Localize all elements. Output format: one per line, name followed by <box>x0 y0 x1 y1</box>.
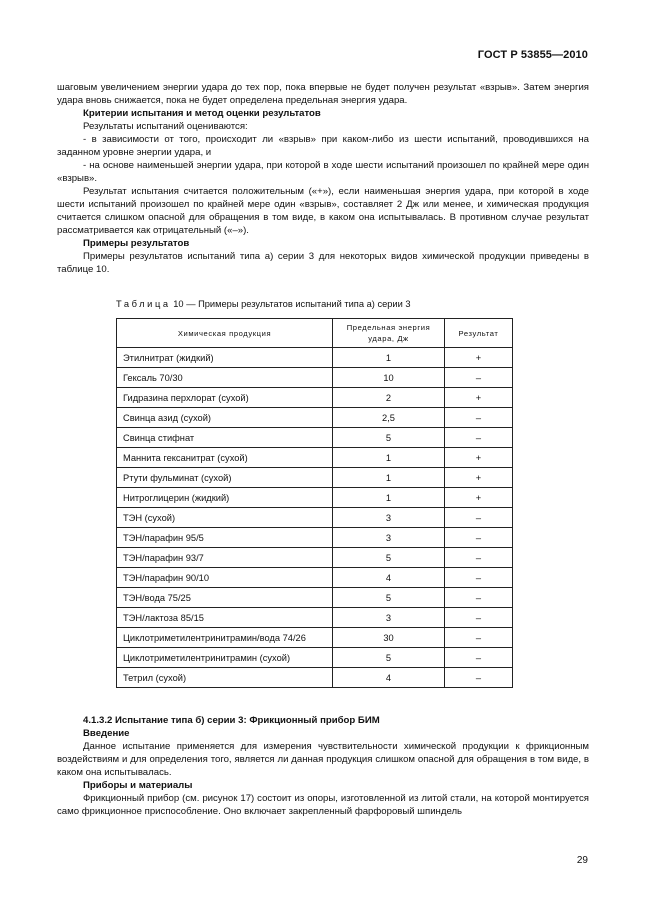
table-caption-label: Таблица <box>116 299 171 309</box>
energy-cell: 3 <box>333 608 445 628</box>
result-cell: – <box>445 608 513 628</box>
energy-cell: 3 <box>333 528 445 548</box>
product-cell: Нитроглицерин (жидкий) <box>117 488 333 508</box>
energy-cell: 5 <box>333 588 445 608</box>
text-block-bottom <box>57 714 589 818</box>
table-row <box>117 528 513 548</box>
paragraph: Данное испытание применяется для измерения чувствительности химической продукции к фрикционным воздействиям и для определения того, является ли данная продукция слишком опасной для обращения в том виде, в каком она испытывалась. <box>57 741 589 778</box>
energy-cell: 10 <box>333 368 445 388</box>
energy-cell: 5 <box>333 428 445 448</box>
energy-cell: 1 <box>333 348 445 368</box>
paragraph: Фрикционный прибор (см. рисунок 17) состоит из опоры, изготовленной из литой стали, на которой монтируется само фрикционное приспособление. Оно включает закрепленный фарфоровый шпиндель <box>57 793 589 817</box>
energy-cell: 4 <box>333 568 445 588</box>
product-cell: ТЭН/парафин 90/10 <box>117 568 333 588</box>
result-cell: + <box>445 448 513 468</box>
table-caption <box>116 299 411 309</box>
table-header-row <box>117 319 513 348</box>
product-cell: Маннита гексанитрат (сухой) <box>117 448 333 468</box>
table-caption-number: 10 <box>173 299 184 309</box>
table-row <box>117 448 513 468</box>
result-cell: – <box>445 568 513 588</box>
section-heading: Введение <box>83 728 130 739</box>
product-cell: Этилнитрат (жидкий) <box>117 348 333 368</box>
result-cell: – <box>445 648 513 668</box>
energy-cell: 1 <box>333 488 445 508</box>
result-cell: + <box>445 468 513 488</box>
table-caption-text: Примеры результатов испытаний типа а) серии 3 <box>198 299 411 309</box>
product-cell: ТЭН/вода 75/25 <box>117 588 333 608</box>
result-cell: – <box>445 368 513 388</box>
energy-cell: 2 <box>333 388 445 408</box>
product-cell: Ртути фульминат (сухой) <box>117 468 333 488</box>
table-row <box>117 488 513 508</box>
column-header: Результат <box>445 319 513 348</box>
result-cell: – <box>445 628 513 648</box>
product-cell: ТЭН/лактоза 85/15 <box>117 608 333 628</box>
result-cell: – <box>445 408 513 428</box>
table-row <box>117 368 513 388</box>
energy-cell: 1 <box>333 468 445 488</box>
product-cell: Тетрил (сухой) <box>117 668 333 688</box>
product-cell: ТЭН/парафин 93/7 <box>117 548 333 568</box>
section-heading: Приборы и материалы <box>83 780 193 791</box>
paragraph: - в зависимости от того, происходит ли «взрыв» при каком-либо из шести испытаний, проводившихся на заданном уровне энергии удара, и <box>57 134 589 158</box>
result-cell: – <box>445 528 513 548</box>
result-cell: – <box>445 508 513 528</box>
section-heading: 4.1.3.2 Испытание типа б) серии 3: Фрикционный прибор БИМ <box>83 715 380 726</box>
page-number: 29 <box>576 855 588 866</box>
table-row <box>117 568 513 588</box>
result-cell: + <box>445 388 513 408</box>
table-row <box>117 408 513 428</box>
energy-cell: 3 <box>333 508 445 528</box>
energy-cell: 5 <box>333 648 445 668</box>
table-row <box>117 608 513 628</box>
product-cell: Циклотриметилентринитрамин (сухой) <box>117 648 333 668</box>
table-row <box>117 468 513 488</box>
paragraph: Результаты испытаний оцениваются: <box>83 121 248 132</box>
table-row <box>117 548 513 568</box>
product-cell: Гексаль 70/30 <box>117 368 333 388</box>
energy-cell: 2,5 <box>333 408 445 428</box>
paragraph: Примеры результатов испытаний типа а) серии 3 для некоторых видов химической продукции приведены в таблице 10. <box>57 251 589 275</box>
paragraph: - на основе наименьшей энергии удара, при которой в ходе шести испытаний произошел по крайней мере один «взрыв». <box>57 160 589 184</box>
product-cell: Свинца стифнат <box>117 428 333 448</box>
energy-cell: 30 <box>333 628 445 648</box>
standard-number: ГОСТ Р 53855—2010 <box>477 49 588 61</box>
column-header: Предельная энергия удара, Дж <box>333 319 445 348</box>
text-block-top <box>57 81 589 276</box>
paragraph: шаговым увеличением энергии удара до тех пор, пока впервые не будет получен результат «взрыв». Затем энергия удара вновь снижается, пока не будет определена предельная энергия удара. <box>57 82 589 106</box>
result-cell: + <box>445 488 513 508</box>
result-cell: – <box>445 588 513 608</box>
result-cell: – <box>445 548 513 568</box>
section-heading: Примеры результатов <box>83 238 190 249</box>
table-row <box>117 508 513 528</box>
table-row <box>117 648 513 668</box>
result-cell: + <box>445 348 513 368</box>
results-table <box>116 318 513 688</box>
product-cell: Циклотриметилентринитрамин/вода 74/26 <box>117 628 333 648</box>
product-cell: ТЭН (сухой) <box>117 508 333 528</box>
energy-cell: 1 <box>333 448 445 468</box>
table-row <box>117 628 513 648</box>
energy-cell: 4 <box>333 668 445 688</box>
section-heading: Критерии испытания и метод оценки результатов <box>83 108 321 119</box>
product-cell: ТЭН/парафин 95/5 <box>117 528 333 548</box>
result-cell: – <box>445 668 513 688</box>
result-cell: – <box>445 428 513 448</box>
table-row <box>117 668 513 688</box>
table-row <box>117 348 513 368</box>
paragraph: Результат испытания считается положительным («+»), если наименьшая энергия удара, при которой в ходе шести испытаний произошел по крайней мере один «взрыв», составляет 2 Дж или менее, и химическая продукция считается слишком опасной для обращения в том виде, в каком она испытывалась. В противном случае результат рассматривается как отрицательный («–»). <box>57 186 589 236</box>
table-row <box>117 588 513 608</box>
energy-cell: 5 <box>333 548 445 568</box>
table-caption-arrow: — <box>186 299 196 309</box>
product-cell: Гидразина перхлорат (сухой) <box>117 388 333 408</box>
table-row <box>117 428 513 448</box>
column-header: Химическая продукция <box>117 319 333 348</box>
product-cell: Свинца азид (сухой) <box>117 408 333 428</box>
table-row <box>117 388 513 408</box>
